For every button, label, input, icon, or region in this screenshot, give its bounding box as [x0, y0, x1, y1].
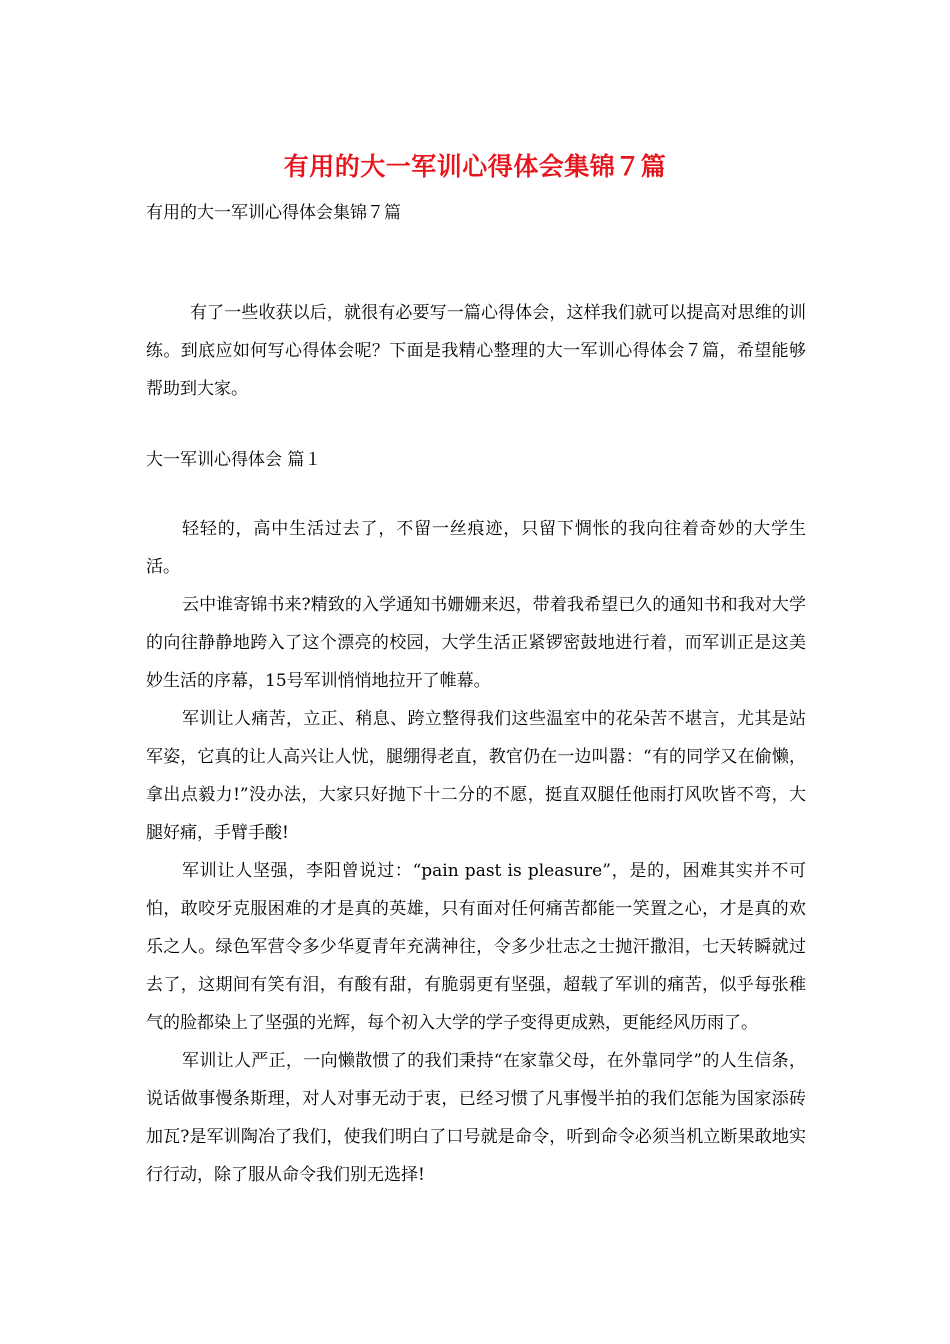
- section-heading: 大一军训心得体会 篇１: [146, 450, 322, 470]
- body-paragraph: 云中谁寄锦书来?精致的入学通知书姗姗来迟，带着我希望已久的通知书和我对大学的向往静静地跨入了这个漂亮的校园，大学生活正紧锣密鼓地进行着，而军训正是这美妙生活的序幕，15号军训悄悄地拉开了帷幕。: [146, 595, 806, 691]
- body-paragraph: 军训让人严正，一向懒散惯了的我们秉持“在家靠父母，在外靠同学”的人生信条，说话做事慢条斯理，对人对事无动于衷，已经习惯了凡事慢半拍的我们怎能为国家添砖加瓦?是军训陶冶了我们，使我们明白了口号就是命令，听到命令必须当机立断果敢地实行行动，除了服从命令我们别无选择!: [146, 1051, 806, 1185]
- body-paragraph: 轻轻的，高中生活过去了，不留一丝痕迹，只留下惆怅的我向往着奇妙的大学生活。: [146, 519, 806, 577]
- body-paragraph: 军训让人痛苦，立正、稍息、跨立整得我们这些温室中的花朵苦不堪言，尤其是站军姿，它真的让人高兴让人忧，腿绷得老直，教官仍在一边叫嚣：“有的同学又在偷懒，拿出点毅力!”没办法，大家只好抛下十二分的不愿，挺直双腿任他雨打风吹皆不弯，大腿好痛，手臂手酸!: [146, 709, 806, 843]
- intro-paragraph: 有了一些收获以后，就很有必要写一篇心得体会，这样我们就可以提高对思维的训练。到底应如何写心得体会呢？下面是我精心整理的大一军训心得体会７篇，希望能够帮助到大家。: [146, 303, 806, 399]
- document-title: 有用的大一军训心得体会集锦７篇: [283, 152, 667, 181]
- document-subtitle: 有用的大一军训心得体会集锦７篇: [146, 203, 401, 223]
- section-body: [146, 510, 806, 1194]
- body-paragraph: 军训让人坚强，李阳曾说过：“pain past is pleasure”，是的，困难其实并不可怕，敢咬牙克服困难的才是真的英雄，只有面对任何痛苦都能一笑置之心，才是真的欢乐之人。绿色军营令多少华夏青年充满神往，令多少壮志之士抛汗撒泪，七天转瞬就过去了，这期间有笑有泪，有酸有甜，有脆弱更有坚强，超载了军训的痛苦，似乎每张稚气的脸都染上了坚强的光辉，每个初入大学的学子变得更成熟，更能经风历雨了。: [146, 861, 806, 1033]
